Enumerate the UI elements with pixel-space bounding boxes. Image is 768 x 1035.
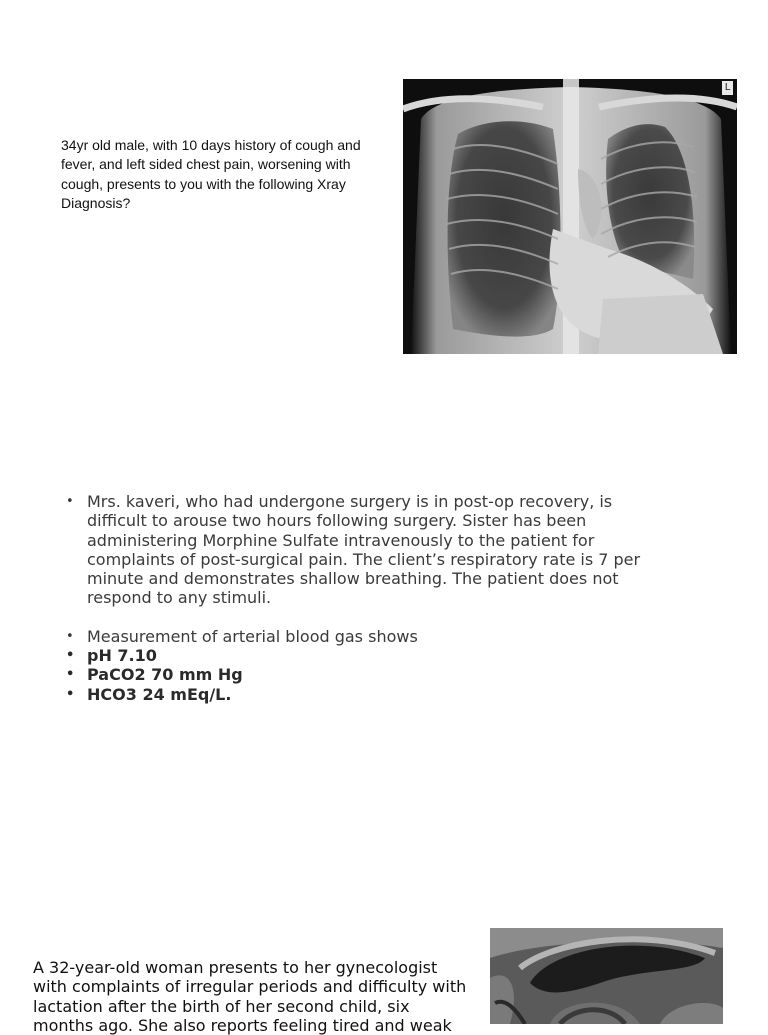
abg-paco2-value: PaCO2 70 mm Hg — [87, 665, 243, 685]
case1-question-text: 34yr old male, with 10 days history of cough and fever, and left sided chest pain, worsening with cough, presents to you with the following Xray Diagnosis? — [61, 137, 361, 211]
case2-list — [66, 492, 666, 704]
list-item — [66, 627, 666, 646]
case3-question-text: A 32-year-old woman presents to her gynecologist with complaints of irregular periods and difficulty with lactation after the birth of her second child, six months ago. She also reports feeling tired and weak — [33, 958, 467, 1035]
chest-xray-image — [403, 79, 737, 354]
list-item — [66, 646, 666, 665]
list-item — [66, 492, 666, 608]
bullet-icon: • — [66, 628, 74, 644]
xray-side-marker: L — [722, 81, 733, 95]
bullet-icon: • — [66, 686, 75, 702]
list-item — [66, 685, 666, 704]
abg-hco3-value: HCO3 24 mEq/L. — [87, 684, 232, 704]
case2-scenario-text: Mrs. kaveri, who had undergone surgery is in post-op recovery, is difficult to arouse two hours following surgery. Sister has been administering Morphine Sulfate intravenously to the patient for complaints of post-surgical pain. The client’s respiratory rate is 7 per minute and demonstrates shallow breathing. The patient does not respond to any stimuli. — [87, 492, 641, 608]
brain-mri-image — [490, 928, 723, 1024]
bullet-icon: • — [66, 494, 74, 509]
list-item — [66, 665, 666, 684]
bullet-icon: • — [66, 648, 75, 664]
abg-intro-text: Measurement of arterial blood gas shows — [87, 626, 418, 646]
bullet-icon: • — [66, 667, 75, 683]
abg-ph-value: pH 7.10 — [87, 646, 157, 666]
